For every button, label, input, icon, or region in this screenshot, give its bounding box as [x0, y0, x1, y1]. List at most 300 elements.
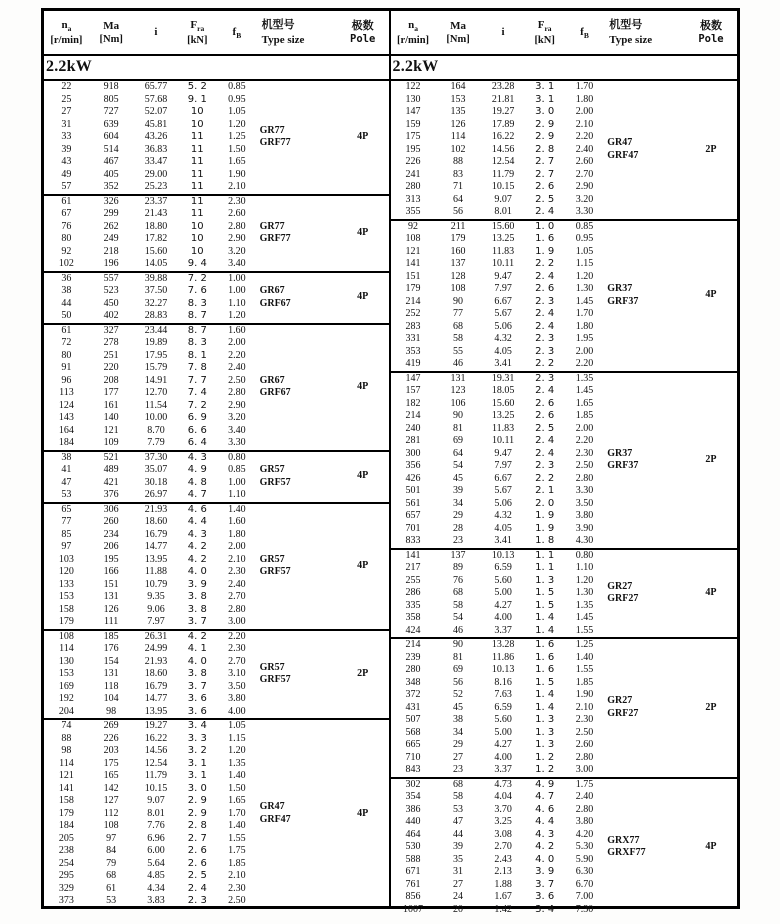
cell-ma: 104 — [103, 693, 119, 704]
cell-i: 11.79 — [144, 770, 168, 781]
spec-block — [391, 639, 738, 779]
cell-fb: 2.30 — [228, 643, 246, 654]
cell-i: 13.95 — [144, 705, 168, 717]
cell-fra: 10 — [190, 220, 204, 232]
cell-fb: 1.30 — [575, 587, 594, 598]
table-row — [391, 81, 738, 94]
cell-na: 108 — [58, 630, 74, 642]
cell-na: 179 — [58, 807, 74, 819]
cell-na: 192 — [58, 693, 74, 704]
cell-ma: 176 — [103, 643, 119, 654]
cell-ma: 118 — [103, 680, 119, 692]
cell-fb: 2.60 — [228, 208, 246, 219]
cell-na: 153 — [58, 591, 74, 602]
cell-ma: 164 — [450, 81, 466, 92]
cell-fra: 3. 3 — [187, 732, 207, 744]
cell-ma: 206 — [103, 541, 119, 552]
type-size-value: GR77 GRF77 — [259, 220, 291, 244]
cell-na: 39 — [61, 143, 72, 155]
cell-fra: 1. 9 — [535, 522, 555, 534]
spec-block — [44, 452, 389, 504]
cell-ma: 24 — [453, 891, 464, 902]
cell-ma: 523 — [103, 285, 119, 296]
pole-value: 2P — [705, 143, 717, 155]
cell-ma: 161 — [103, 399, 119, 411]
table-row — [391, 550, 738, 563]
cell-i: 11.83 — [492, 422, 515, 434]
col-header-na — [391, 11, 436, 55]
pole-value: 4P — [705, 587, 717, 598]
spec-block — [44, 196, 389, 273]
cell-na: 158 — [58, 603, 74, 615]
type-size-value: GR77 GRF77 — [259, 124, 291, 149]
cell-ma: 112 — [103, 807, 119, 819]
cell-fb: 3.90 — [575, 522, 594, 534]
col-header-type-size — [258, 11, 337, 55]
cell-fra: 2. 4 — [535, 320, 555, 332]
cell-i: 18.80 — [144, 220, 168, 232]
cell-fb: 2.40 — [228, 362, 246, 373]
cell-fb: 2.00 — [228, 541, 246, 552]
cell-na: 184 — [58, 820, 74, 831]
cell-fra: 7. 2 — [187, 399, 207, 411]
cell-na: 114 — [59, 643, 74, 654]
cell-ma: 39 — [453, 841, 464, 852]
cell-i: 8.16 — [494, 676, 512, 688]
cell-fra: 11 — [190, 143, 204, 155]
cell-fb: 1.35 — [228, 757, 246, 769]
cell-i: 15.60 — [491, 397, 515, 409]
pole-value: 4P — [357, 470, 369, 482]
cell-ma: 131 — [103, 668, 119, 679]
cell-na: 280 — [405, 664, 421, 675]
cell-na: 281 — [405, 435, 421, 446]
cell-i: 7.63 — [494, 689, 512, 700]
cell-fra: 8. 3 — [187, 337, 207, 348]
cell-ma: 203 — [103, 745, 119, 756]
cell-ma: 128 — [450, 270, 466, 282]
cell-ma: 20 — [453, 903, 464, 915]
cell-fra: 8. 3 — [187, 297, 207, 309]
cell-i: 16.79 — [144, 680, 168, 692]
cell-fb: 1.90 — [228, 168, 246, 180]
cell-fra: 3. 8 — [187, 603, 207, 615]
col-header-pole — [685, 11, 737, 55]
cell-fb: 3.50 — [575, 497, 594, 509]
spec-block — [44, 325, 389, 452]
cell-fb: 2.20 — [228, 349, 246, 361]
cell-fra: 9. 1 — [187, 93, 207, 105]
cell-na: 354 — [405, 791, 421, 802]
cell-i: 4.27 — [494, 739, 512, 750]
spec-block — [44, 273, 389, 325]
cell-i: 10.00 — [144, 412, 168, 423]
cell-fra: 6. 4 — [187, 437, 207, 448]
cell-fb: 1.15 — [575, 258, 594, 269]
spec-block — [44, 631, 389, 721]
cell-fb: 2.70 — [228, 591, 246, 602]
cell-i: 11.88 — [144, 566, 168, 577]
cell-ma: 126 — [103, 603, 119, 615]
cell-i: 18.60 — [144, 668, 168, 679]
cell-fra: 11 — [190, 156, 204, 167]
cell-ma: 352 — [103, 181, 119, 192]
cell-i: 4.00 — [494, 751, 512, 763]
cell-na: 255 — [405, 574, 421, 586]
fra-unit: [kN] — [534, 34, 555, 46]
cell-fb: 1.20 — [228, 310, 246, 321]
ma-unit: [Nm] — [99, 33, 123, 45]
cell-fb: 3.80 — [575, 816, 594, 827]
cell-fb: 3.80 — [575, 510, 594, 521]
cell-fb: 1.10 — [575, 562, 594, 573]
cell-fra: 1. 0 — [535, 220, 555, 232]
cell-i: 13.95 — [144, 553, 168, 565]
cell-fra: 1. 6 — [535, 651, 555, 663]
cell-i: 9.47 — [494, 270, 512, 282]
cell-na: 254 — [58, 857, 74, 869]
cell-fra: 6. 9 — [187, 412, 207, 423]
cell-fb: 1.60 — [228, 324, 246, 336]
cell-i: 39.88 — [144, 272, 168, 284]
cell-na: 65 — [61, 503, 72, 515]
cell-ma: 68 — [106, 870, 117, 881]
cell-i: 19.27 — [491, 106, 515, 117]
cell-fb: 2.30 — [575, 447, 594, 459]
cell-i: 6.59 — [494, 701, 512, 713]
cell-fb: 3.20 — [228, 412, 246, 423]
cell-na: 226 — [405, 156, 421, 167]
type-size-label-cn: 机型号 — [261, 19, 295, 32]
cell-fra: 3. 7 — [187, 616, 207, 627]
cell-fb: 1.40 — [228, 820, 246, 831]
cell-fb: 2.40 — [575, 791, 594, 802]
cell-i: 14.91 — [144, 374, 168, 386]
cell-ma: 53 — [106, 895, 117, 906]
cell-i: 16.22 — [144, 732, 168, 744]
cell-i: 13.25 — [491, 410, 515, 421]
cell-na: 217 — [405, 562, 421, 573]
cell-fra: 2. 2 — [535, 472, 555, 484]
cell-ma: 90 — [453, 410, 464, 421]
right-spec-blocks — [391, 81, 738, 916]
cell-ma: 98 — [106, 705, 117, 717]
cell-i: 37.30 — [144, 451, 168, 463]
cell-na: 761 — [405, 878, 421, 890]
cell-ma: 251 — [103, 349, 119, 361]
cell-fb: 2.20 — [575, 131, 594, 142]
cell-fb: 4.00 — [228, 705, 246, 717]
cell-fra: 1. 6 — [535, 639, 555, 650]
col-header-fra — [526, 11, 564, 55]
cell-i: 5.67 — [494, 485, 512, 496]
cell-na: 44 — [61, 297, 72, 309]
cell-ma: 154 — [103, 655, 119, 667]
cell-ma: 81 — [453, 422, 464, 434]
cell-ma: 153 — [450, 93, 466, 105]
cell-na: 464 — [405, 828, 421, 840]
cell-fra: 2. 0 — [535, 497, 555, 509]
cell-ma: 27 — [453, 878, 464, 890]
cell-fb: 2.10 — [575, 701, 594, 713]
pole-value: 2P — [357, 668, 369, 679]
cell-fra: 4. 6 — [187, 503, 207, 515]
cell-fb: 2.30 — [228, 195, 246, 207]
cell-i: 14.05 — [144, 258, 168, 269]
cell-ma: 211 — [450, 220, 466, 232]
cell-ma: 46 — [453, 358, 464, 369]
cell-fra: 1. 1 — [535, 562, 555, 573]
cell-ma: 135 — [450, 106, 466, 117]
cell-na: 239 — [405, 651, 421, 663]
header-row — [44, 11, 389, 55]
cell-fra: 2. 6 — [535, 397, 555, 409]
cell-na: 77 — [61, 516, 72, 527]
cell-fra: 3. 1 — [187, 770, 207, 781]
type-size-value: GR37 GRF37 — [607, 283, 639, 307]
cell-fra: 2. 9 — [535, 118, 555, 130]
cell-ma: 326 — [103, 195, 119, 207]
cell-fb: 1.05 — [228, 720, 246, 731]
cell-na: 80 — [61, 349, 72, 361]
cell-i: 14.77 — [144, 541, 168, 552]
cell-na: 50 — [61, 310, 72, 321]
cell-fra: 3. 2 — [187, 745, 207, 756]
cell-i: 7.97 — [494, 460, 512, 471]
cell-na: 72 — [61, 337, 72, 348]
cell-fb: 1.45 — [575, 295, 594, 307]
cell-na: 164 — [58, 424, 74, 436]
cell-fra: 1. 4 — [535, 701, 555, 713]
type-size-value: GR27 GRF27 — [607, 580, 639, 605]
fra-symbol: F — [537, 18, 545, 31]
cell-na: 61 — [61, 324, 72, 336]
cell-fb: 2.20 — [575, 435, 594, 446]
cell-fb: 2.00 — [575, 106, 594, 117]
cell-na: 182 — [405, 397, 421, 409]
cell-i: 36.83 — [144, 143, 168, 155]
cell-na: 184 — [58, 437, 74, 448]
cell-fb: 1.60 — [228, 516, 246, 527]
cell-fb: 2.20 — [575, 358, 594, 369]
cell-na: 27 — [61, 106, 72, 117]
cell-fb: 2.00 — [575, 345, 594, 357]
cell-fra: 2. 6 — [187, 857, 207, 869]
cell-i: 65.77 — [144, 81, 168, 92]
cell-ma: 269 — [103, 720, 119, 731]
cell-fra: 3. 4 — [187, 720, 207, 731]
cell-i: 6.67 — [494, 472, 512, 484]
cell-ma: 34 — [453, 497, 464, 509]
cell-fb: 3.80 — [228, 693, 246, 704]
cell-fb: 2.80 — [575, 751, 594, 763]
cell-i: 21.93 — [144, 503, 168, 515]
cell-fra: 1. 6 — [535, 664, 555, 675]
cell-fra: 4. 7 — [535, 791, 555, 802]
cell-fra: 6. 6 — [187, 424, 207, 436]
cell-na: 67 — [61, 208, 72, 219]
cell-i: 10.15 — [144, 782, 168, 794]
cell-fb: 2.60 — [575, 156, 594, 167]
cell-na: 331 — [405, 333, 421, 344]
cell-na: 419 — [405, 358, 421, 369]
cell-i: 17.95 — [144, 349, 168, 361]
cell-fb: 0.95 — [575, 233, 594, 244]
cell-ma: 58 — [453, 599, 464, 611]
cell-na: 85 — [61, 528, 72, 540]
cell-na: 507 — [405, 714, 421, 725]
cell-fra: 4. 7 — [187, 489, 207, 500]
type-size-value: GR27 GRF27 — [607, 695, 639, 719]
cell-fra: 4. 2 — [187, 630, 207, 642]
cell-i: 10.11 — [492, 435, 515, 446]
type-size-value: GR67 GRF67 — [259, 285, 291, 309]
cell-ma: 108 — [450, 283, 466, 294]
cell-fb: 3.30 — [228, 437, 246, 448]
cell-i: 4.05 — [494, 345, 512, 357]
cell-fb: 1.00 — [228, 272, 246, 284]
cell-na: 701 — [405, 522, 421, 534]
cell-fra: 3. 6 — [187, 705, 207, 717]
cell-na: 98 — [61, 745, 72, 756]
cell-fra: 2. 9 — [187, 795, 207, 806]
cell-i: 19.27 — [144, 720, 168, 731]
pole-value: 4P — [357, 559, 369, 571]
cell-i: 15.60 — [491, 220, 515, 232]
fb-symbol: f — [232, 25, 237, 38]
cell-na: 356 — [405, 460, 421, 471]
cell-fra: 4. 9 — [535, 778, 555, 790]
cell-i: 33.47 — [144, 156, 168, 167]
table-row — [44, 196, 389, 209]
cell-ma: 196 — [103, 258, 119, 269]
cell-i: 23.37 — [144, 195, 168, 207]
cell-ma: 160 — [450, 245, 466, 257]
cell-na: 143 — [58, 412, 74, 423]
cell-fra: 4. 3 — [187, 528, 207, 540]
na-subscript: a — [67, 23, 72, 33]
cell-ma: 137 — [450, 549, 466, 561]
spec-block — [391, 550, 738, 640]
type-size-value: GR67 GRF67 — [259, 374, 291, 398]
cell-fra: 2. 3 — [535, 372, 555, 384]
cell-ma: 88 — [453, 156, 464, 167]
cell-ma: 56 — [453, 206, 464, 217]
cell-i: 6.67 — [494, 295, 512, 307]
cell-ma: 727 — [103, 106, 119, 117]
cell-fra: 3. 7 — [535, 878, 555, 890]
cell-fb: 1.10 — [228, 489, 246, 500]
table-row — [391, 639, 738, 652]
cell-na: 358 — [405, 612, 421, 623]
fb-subscript: B — [583, 30, 589, 40]
na-symbol: n — [408, 18, 415, 31]
cell-ma: 114 — [450, 131, 466, 142]
cell-na: 313 — [405, 193, 421, 205]
cell-fra: 2. 5 — [535, 422, 555, 434]
cell-fra: 4. 0 — [535, 853, 555, 865]
cell-fra: 7. 7 — [187, 374, 207, 386]
cell-fra: 1. 4 — [535, 612, 555, 623]
cell-ma: 805 — [103, 93, 119, 105]
cell-ma: 260 — [103, 516, 119, 527]
cell-fra: 1. 2 — [535, 764, 555, 775]
cell-i: 8.01 — [494, 206, 512, 217]
cell-fb: 1.85 — [575, 676, 594, 688]
cell-i: 26.97 — [144, 489, 168, 500]
cell-fra: 2. 4 — [535, 270, 555, 282]
cell-i: 4.34 — [147, 882, 165, 894]
spec-block — [391, 221, 738, 373]
cell-fb: 1.25 — [575, 639, 594, 650]
cell-fra: 11 — [190, 181, 204, 192]
cell-na: 80 — [61, 233, 72, 244]
cell-fb: 2.10 — [228, 181, 246, 192]
cell-fra: 8. 7 — [187, 324, 207, 336]
cell-ma: 23 — [453, 764, 464, 775]
cell-ma: 131 — [103, 591, 119, 602]
cell-fb: 2.50 — [228, 895, 246, 906]
cell-fb: 1.05 — [228, 106, 246, 117]
cell-i: 26.31 — [144, 630, 168, 642]
cell-i: 18.60 — [144, 516, 168, 527]
cell-fb: 3.00 — [575, 764, 594, 775]
cell-fra: 4. 4 — [535, 816, 555, 827]
cell-fb: 3.40 — [228, 258, 246, 269]
cell-ma: 90 — [453, 639, 464, 650]
cell-fra: 11 — [190, 208, 204, 219]
cell-na: 424 — [405, 624, 421, 636]
cell-fra: 9. 4 — [187, 258, 207, 269]
cell-fb: 2.20 — [228, 630, 246, 642]
cell-i: 6.96 — [147, 832, 165, 844]
cell-i: 5.64 — [147, 857, 165, 869]
cell-fb: 1.55 — [575, 624, 594, 636]
cell-na: 348 — [405, 676, 421, 688]
cell-na: 179 — [405, 283, 421, 294]
cell-ma: 405 — [103, 168, 119, 180]
cell-i: 1.67 — [494, 891, 512, 902]
cell-fb: 3.40 — [228, 424, 246, 436]
cell-i: 10.13 — [491, 664, 515, 675]
cell-i: 9.06 — [147, 603, 165, 615]
cell-ma: 109 — [103, 437, 119, 448]
cell-fra: 1. 9 — [535, 245, 555, 257]
cell-fra: 3. 1 — [535, 81, 555, 92]
cell-i: 2.43 — [494, 853, 512, 865]
cell-i: 4.85 — [147, 870, 165, 881]
fra-subscript: ra — [197, 23, 205, 33]
cell-i: 15.60 — [144, 245, 168, 257]
cell-i: 14.56 — [491, 143, 515, 155]
cell-i: 1.88 — [494, 878, 512, 890]
cell-ma: 177 — [103, 387, 119, 398]
cell-fb: 1.05 — [575, 245, 594, 257]
cell-na: 57 — [61, 181, 72, 192]
cell-i: 3.37 — [494, 764, 512, 775]
na-unit: [r/min] — [50, 34, 83, 46]
cell-fra: 2. 3 — [535, 345, 555, 357]
cell-i: 7.79 — [147, 437, 165, 448]
cell-fra: 2. 6 — [187, 845, 207, 856]
type-size-value: GR47 GRF47 — [607, 137, 639, 161]
cell-fra: 11 — [190, 195, 204, 207]
table-row — [44, 273, 389, 286]
cell-fra: 2. 4 — [535, 308, 555, 319]
cell-fra: 4. 3 — [187, 451, 207, 463]
cell-na: 252 — [405, 308, 421, 319]
cell-ma: 140 — [103, 412, 119, 423]
